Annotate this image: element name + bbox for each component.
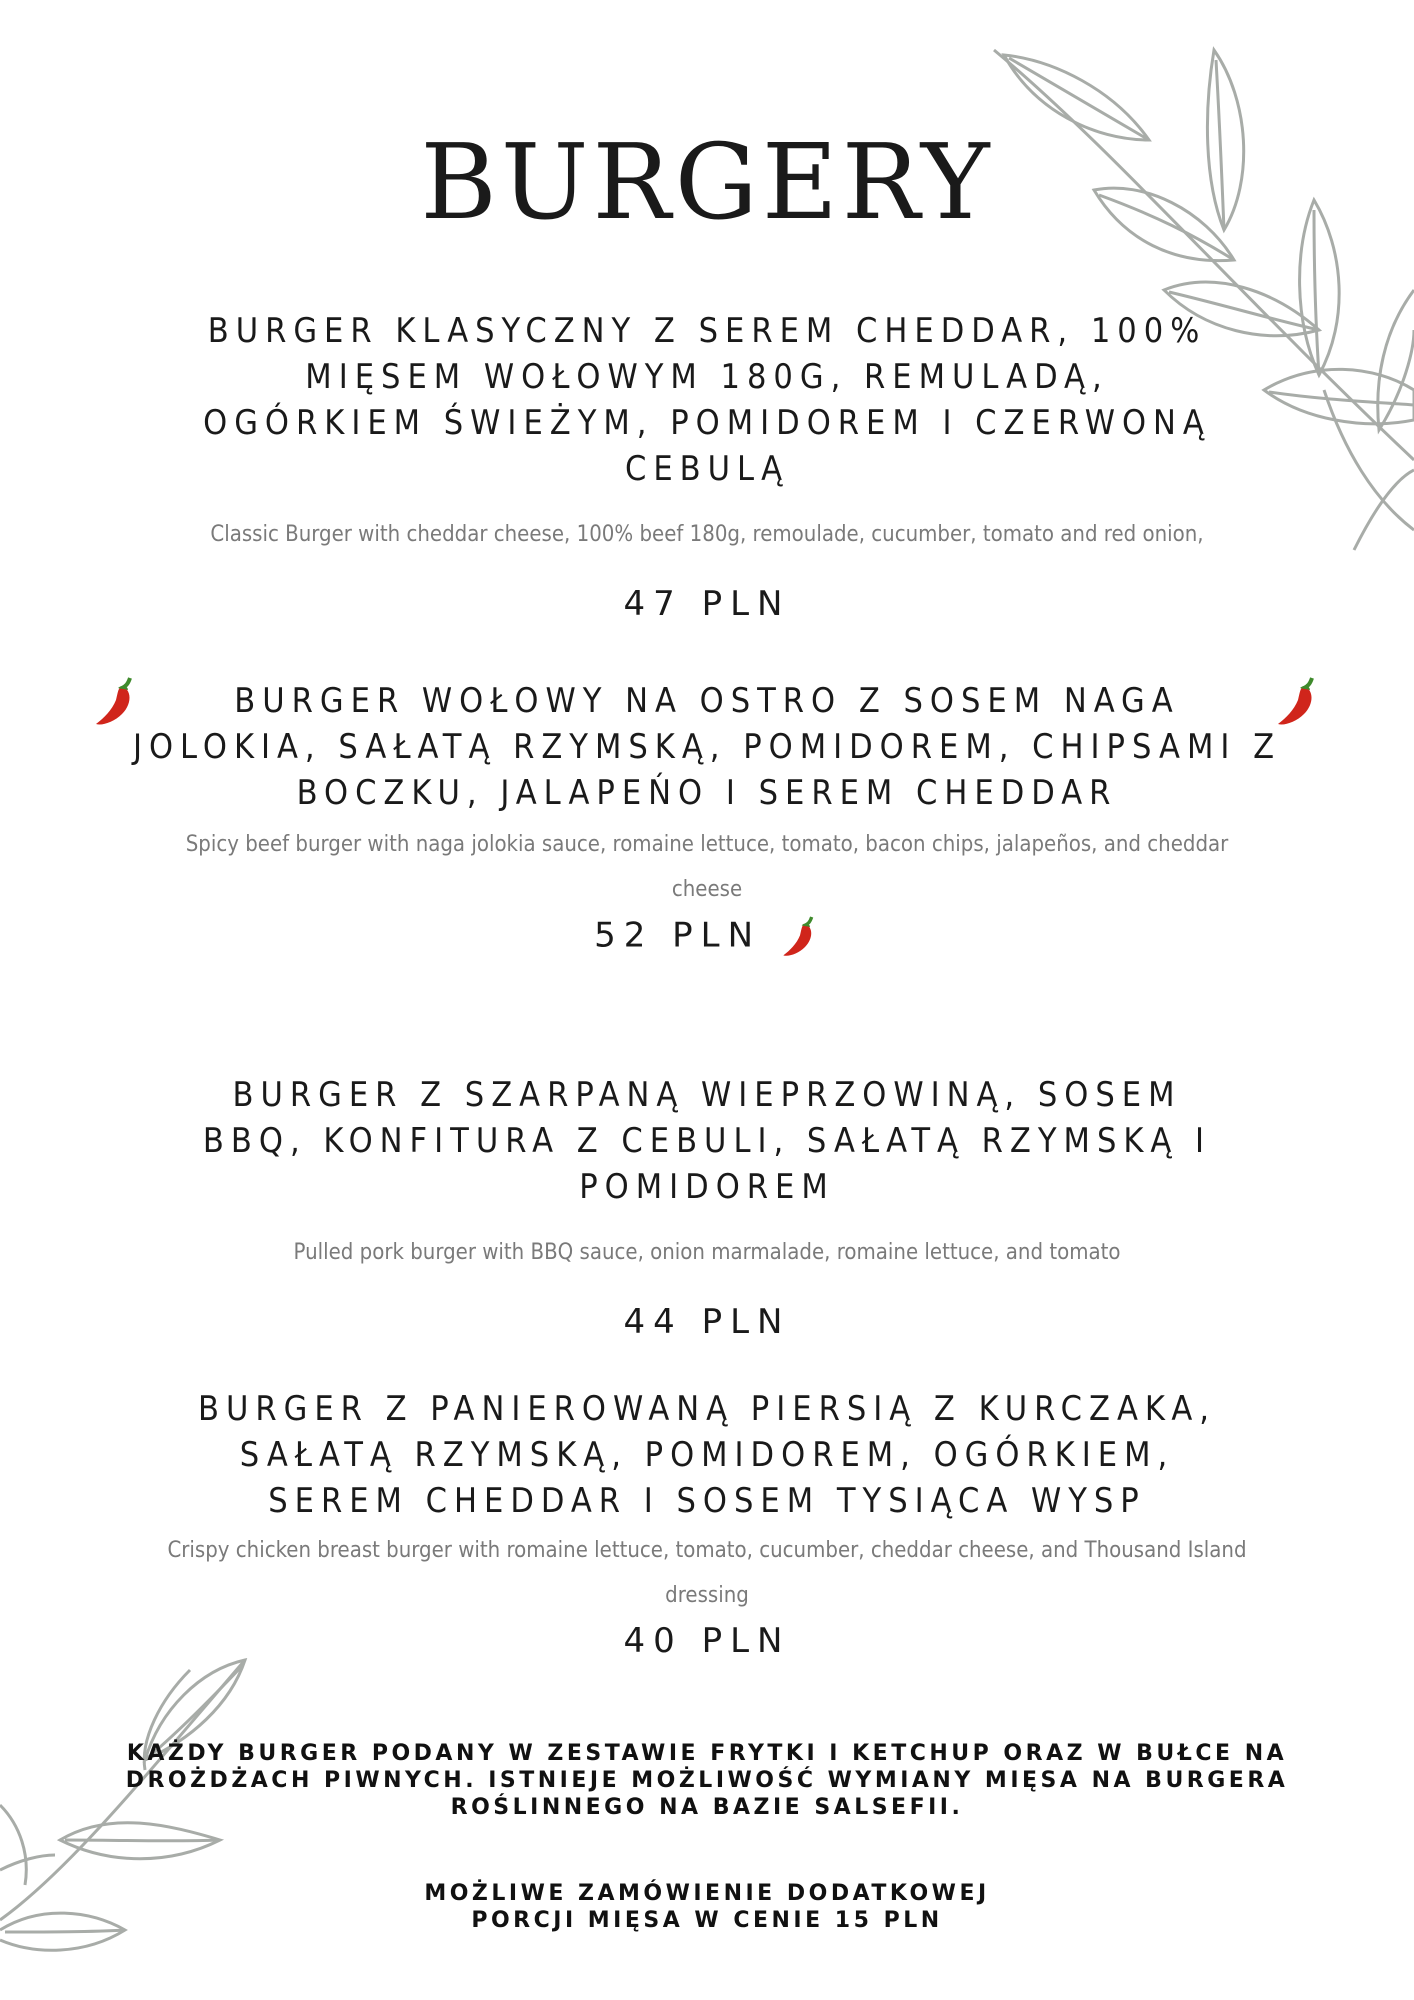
page-title: BURGERY	[420, 121, 994, 243]
chili-pepper-icon	[92, 672, 140, 732]
menu-item-name: BURGER Z PANIEROWANĄ PIERSIĄ Z KURCZAKA, SAŁATĄ RZYMSKĄ, POMIDOREM, OGÓRKIEM, SEREM CHEDDAR I SOSEM TYSIĄCA WYSP	[197, 1389, 1216, 1521]
menu-item-description: Crispy chicken breast burger with romaine lettuce, tomato, cucumber, cheddar cheese, and Thousand Island dressing	[167, 1538, 1247, 1608]
menu-item	[0, 1072, 1414, 1345]
set-info-note: KAŻDY BURGER PODANY W ZESTAWIE FRYTKI I KETCHUP ORAZ W BUŁCE NA DROŻDŻACH PIWNYCH. ISTNIEJE MOŻLIWOŚĆ WYMIANY MIĘSA NA BURGERA ROŚLINNEGO NA BAZIE SALSEFII.	[125, 1741, 1289, 1820]
menu-item-name: BURGER KLASYCZNY Z SEREM CHEDDAR, 100% MIĘSEM WOŁOWYM 180G, REMULADĄ, OGÓRKIEM ŚWIEŻYM, POMIDOREM I CZERWONĄ CEBULĄ	[203, 311, 1211, 489]
menu-item-description: Spicy beef burger with naga jolokia sauce, romaine lettuce, tomato, bacon chips, jalapeños, and cheddar cheese	[185, 832, 1229, 902]
menu-item-name: BURGER WOŁOWY NA OSTRO Z SOSEM NAGA JOLOKIA, SAŁATĄ RZYMSKĄ, POMIDOREM, CHIPSAMI Z BOCZKU, JALAPEŃO I SEREM CHEDDAR	[132, 681, 1282, 813]
chili-pepper-icon	[780, 912, 820, 962]
menu-item-description: Classic Burger with cheddar cheese, 100% beef 180g, remoulade, cucumber, tomato and red onion,	[210, 522, 1204, 547]
menu-item-price: 40 PLN	[623, 1621, 791, 1661]
menu-item-price: 47 PLN	[623, 584, 791, 624]
menu-item-description: Pulled pork burger with BBQ sauce, onion marmalade, romaine lettuce, and tomato	[293, 1240, 1121, 1265]
menu-item	[0, 308, 1414, 627]
menu-item	[0, 1386, 1414, 1664]
menu-item	[0, 678, 1414, 962]
chili-pepper-icon	[1274, 672, 1322, 732]
menu-item-price: 52 PLN	[594, 915, 762, 956]
menu-item-name: BURGER Z SZARPANĄ WIEPRZOWINĄ, SOSEM BBQ, KONFITURA Z CEBULI, SAŁATĄ RZYMSKĄ I POMIDOREM	[202, 1075, 1212, 1207]
menu-item-price: 44 PLN	[623, 1302, 791, 1342]
extra-meat-note: MOŻLIWE ZAMÓWIENIE DODATKOWEJ PORCJI MIĘSA W CENIE 15 PLN	[424, 1881, 990, 1933]
